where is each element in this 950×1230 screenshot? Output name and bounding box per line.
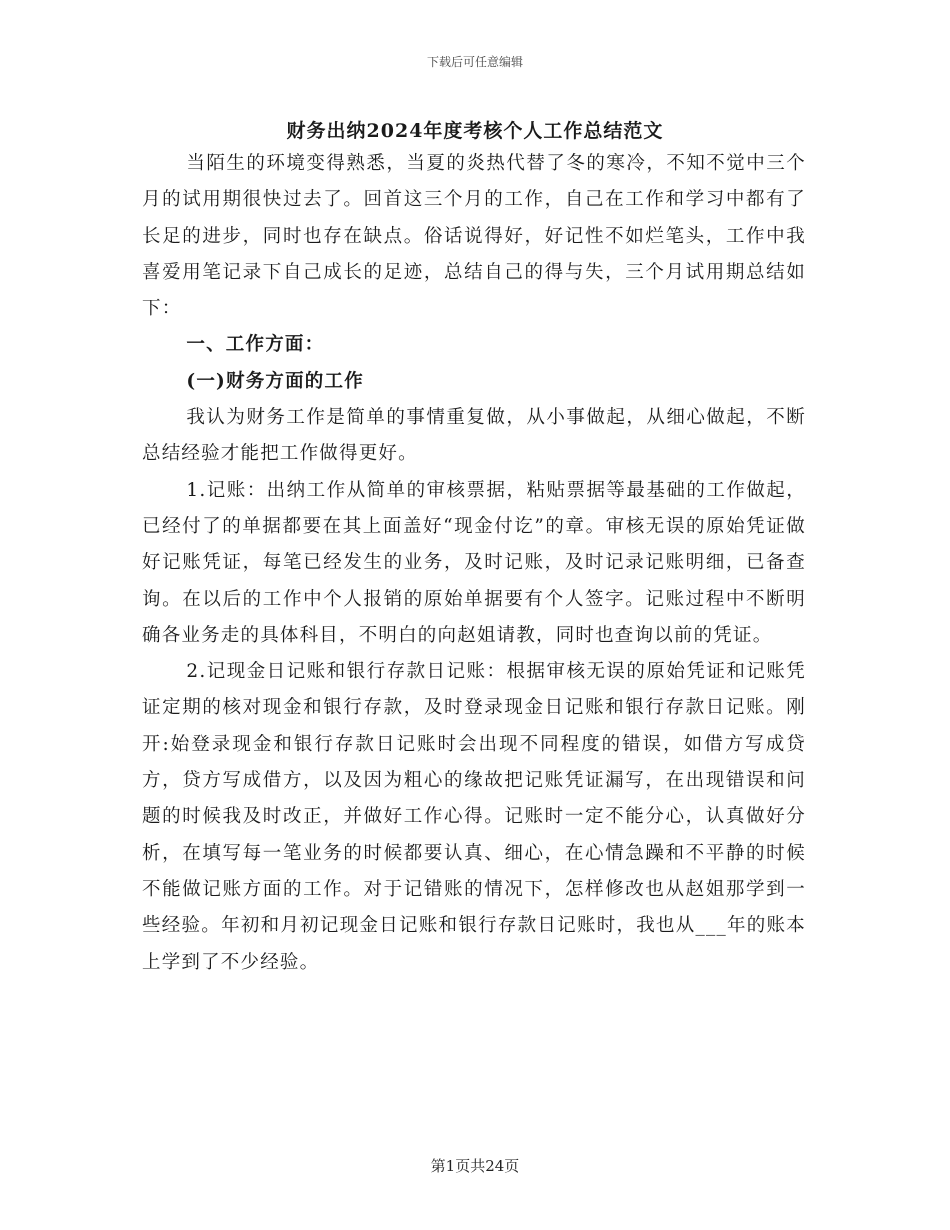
document-body — [142, 146, 806, 981]
section-heading-work: 一、工作方面： — [186, 334, 325, 356]
paragraph-journal: 2.记现金日记账和银行存款日记账：根据审核无误的原始凭证和记账凭证定期的核对现金和银行存款，及时登录现金日记账和银行存款日记账。刚开:始登录现金和银行存款日记账时会出现不同程度的错误，如借方写成贷方，贷方写成借方，以及因为粗心的缘故把记账凭证漏写，在出现错误和问题的时候我及时改正，并做好工作心得。记账时一定不能分心，认真做好分析，在填写每一笔业务的时候都要认真、细心，在心情急躁和不平静的时候不能做记账方面的工作。对于记错账的情况下，怎样修改也从赵姐那学到一些经验。年初和月初记现金日记账和银行存款日记账时，我也从___年的账本上学到了不少经验。 — [142, 661, 806, 973]
document-title: 财务出纳2024年度考核个人工作总结范文 — [286, 120, 664, 142]
page-number-footer: 第1页共24页 — [430, 1157, 520, 1175]
header-note: 下载后可任意编辑 — [426, 55, 523, 69]
subsection-heading-finance: (一)财务方面的工作 — [186, 370, 364, 392]
paragraph-finance-view: 我认为财务工作是简单的事情重复做，从小事做起，从细心做起，不断总结经验才能把工作做得更好。 — [142, 407, 806, 465]
paragraph-bookkeeping: 1.记账：出纳工作从简单的审核票据，粘贴票据等最基础的工作做起，已经付了的单据都要在其上面盖好“现金付讫”的章。审核无误的原始凭证做好记账凭证，每笔已经发生的业务，及时记账，及时记录记账明细，已备查询。在以后的工作中个人报销的原始单据要有个人签字。记账过程中不断明确各业务走的具体科目，不明白的向赵姐请教，同时也查询以前的凭证。 — [142, 479, 806, 646]
paragraph-intro: 当陌生的环境变得熟悉，当夏的炎热代替了冬的寒冷，不知不觉中三个月的试用期很快过去了。回首这三个月的工作，自己在工作和学习中都有了长足的进步，同时也存在缺点。俗话说得好，好记性不如烂笔头，工作中我喜爱用笔记录下自己成长的足迹，总结自己的得与失，三个月试用期总结如下： — [142, 153, 806, 320]
